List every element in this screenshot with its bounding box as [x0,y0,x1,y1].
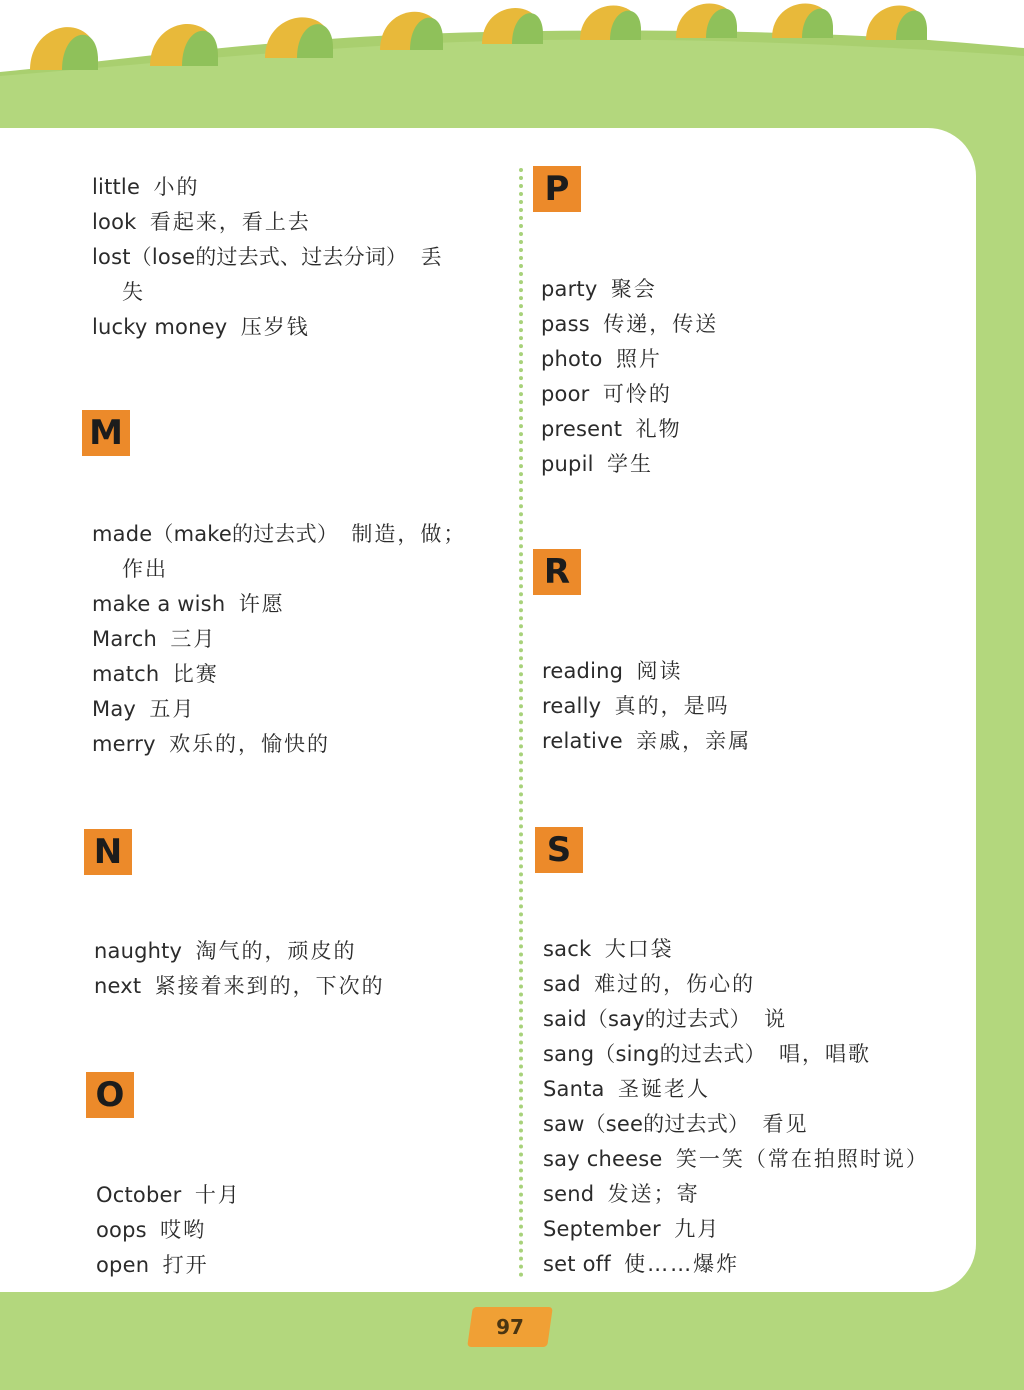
entry-meaning: 发送；寄 [607,1182,700,1206]
entry-word: really [542,694,602,718]
glossary-entry [96,1213,241,1248]
entry-meaning: 三月 [170,627,217,651]
entry-meaning: 大口袋 [604,937,674,961]
glossary-entry [542,689,751,724]
entry-meaning: 亲戚，亲属 [636,729,752,753]
glossary-entry [92,517,466,552]
entry-word: oops [96,1218,147,1242]
glossary-entry [541,342,718,377]
glossary-entry [543,1212,929,1247]
entry-meaning: 比赛 [172,662,219,686]
glossary-entry [542,724,751,759]
section-heading-n: N [84,829,132,875]
entry-meaning: 学生 [607,452,653,476]
entry-word: lucky money [92,315,228,339]
entry-word: March [92,627,158,651]
entry-word: relative [542,729,623,753]
entry-meaning: 照片 [615,347,662,371]
glossary-entry [541,447,718,482]
glossary-entry [92,552,466,587]
glossary-entry [543,1107,929,1142]
entry-meaning: 看起来，看上去 [149,210,311,234]
glossary-entry [96,1248,241,1283]
glossary-entry [543,967,929,1002]
entry-meaning: 许愿 [238,592,285,616]
entry-meaning: 紧接着来到的，下次的 [154,974,385,998]
glossary-entry [92,240,444,275]
entry-meaning: 可怜的 [602,382,672,406]
entry-meaning: 哎哟 [160,1218,207,1242]
glossary-entry [92,587,466,622]
entry-word: sad [543,972,581,996]
glossary-entry [543,1177,929,1212]
entry-meaning: 作出 [122,557,168,581]
glossary-entry [543,1247,929,1282]
entry-word: reading [542,659,624,683]
glossary-entry [543,1142,929,1177]
glossary-entry [543,1072,929,1107]
section-r-entries [542,654,751,759]
entry-meaning: 失 [122,280,145,304]
glossary-entry [94,969,385,1004]
entry-meaning: 看见 [762,1112,809,1136]
entry-meaning: 阅读 [636,659,683,683]
entry-word: pupil [541,452,594,476]
entry-meaning: 难过的，伤心的 [594,972,756,996]
glossary-entry [541,272,718,307]
entry-word: September [543,1217,661,1241]
section-heading-s: S [535,827,583,873]
section-heading-o: O [86,1072,134,1118]
entry-meaning: 说 [764,1007,788,1031]
page-number: 97 [496,1315,524,1339]
entry-word: saw（see的过去式） [543,1112,750,1136]
entry-word: said（say的过去式） [543,1007,751,1031]
entry-meaning: 丢 [420,245,444,269]
entry-word: photo [541,347,603,371]
section-p-entries [541,272,718,482]
entry-word: make a wish [92,592,226,616]
entry-meaning: 五月 [149,697,196,721]
glossary-entry [92,275,444,310]
entry-meaning: 使……爆炸 [624,1252,740,1276]
entry-meaning: 十月 [194,1183,241,1207]
glossary-entry [543,1037,929,1072]
entry-word: pass [541,312,590,336]
glossary-entry [92,657,466,692]
glossary-entry [541,307,718,342]
entry-meaning: 圣诞老人 [617,1077,710,1101]
glossary-entry [541,377,718,412]
entry-word: sang（sing的过去式） [543,1042,766,1066]
entry-word: May [92,697,137,721]
glossary-entry [92,727,466,762]
section-s-entries [543,932,929,1282]
glossary-entry [543,932,929,967]
glossary-entry [92,622,466,657]
hills-decoration [0,0,1024,140]
entry-word: set off [543,1252,611,1276]
glossary-entry [92,692,466,727]
entry-word: Santa [543,1077,605,1101]
entry-word: open [96,1253,150,1277]
section-n-entries [94,934,385,1004]
glossary-entry [92,170,444,205]
glossary-entry [96,1178,241,1213]
entry-word: lost（lose的过去式、过去分词） [92,245,408,269]
glossary-entry [541,412,718,447]
entry-word: made（make的过去式） [92,522,339,546]
entry-word: naughty [94,939,183,963]
section-heading-p: P [533,166,581,212]
section-l-entries [92,170,444,345]
entry-meaning: 九月 [674,1217,721,1241]
entry-meaning: 压岁钱 [240,315,310,339]
entry-meaning: 真的，是吗 [614,694,730,718]
entry-meaning: 礼物 [635,417,682,441]
entry-word: present [541,417,623,441]
section-o-entries [96,1178,241,1283]
glossary-entry [94,934,385,969]
entry-word: send [543,1182,595,1206]
entry-word: poor [541,382,590,406]
entry-word: sack [543,937,592,961]
entry-word: party [541,277,598,301]
glossary-entry [542,654,751,689]
glossary-entry [92,310,444,345]
entry-meaning: 聚会 [610,277,657,301]
entry-meaning: 打开 [162,1253,209,1277]
entry-word: match [92,662,160,686]
entry-word: look [92,210,137,234]
entry-meaning: 制造，做； [351,522,467,546]
entry-word: say cheese [543,1147,663,1171]
entry-meaning: 笑一笑（常在拍照时说） [675,1147,929,1171]
glossary-entry [92,205,444,240]
entry-meaning: 欢乐的，愉快的 [169,732,331,756]
glossary-entry [543,1002,929,1037]
entry-meaning: 小的 [153,175,200,199]
entry-meaning: 淘气的，顽皮的 [195,939,357,963]
entry-word: little [92,175,141,199]
entry-word: next [94,974,142,998]
section-heading-r: R [533,549,581,595]
entry-word: October [96,1183,182,1207]
entry-word: merry [92,732,156,756]
section-m-entries [92,517,466,762]
entry-meaning: 唱，唱歌 [779,1042,872,1066]
section-heading-m: M [82,410,130,456]
entry-meaning: 传递，传送 [603,312,719,336]
column-divider [519,168,523,1278]
